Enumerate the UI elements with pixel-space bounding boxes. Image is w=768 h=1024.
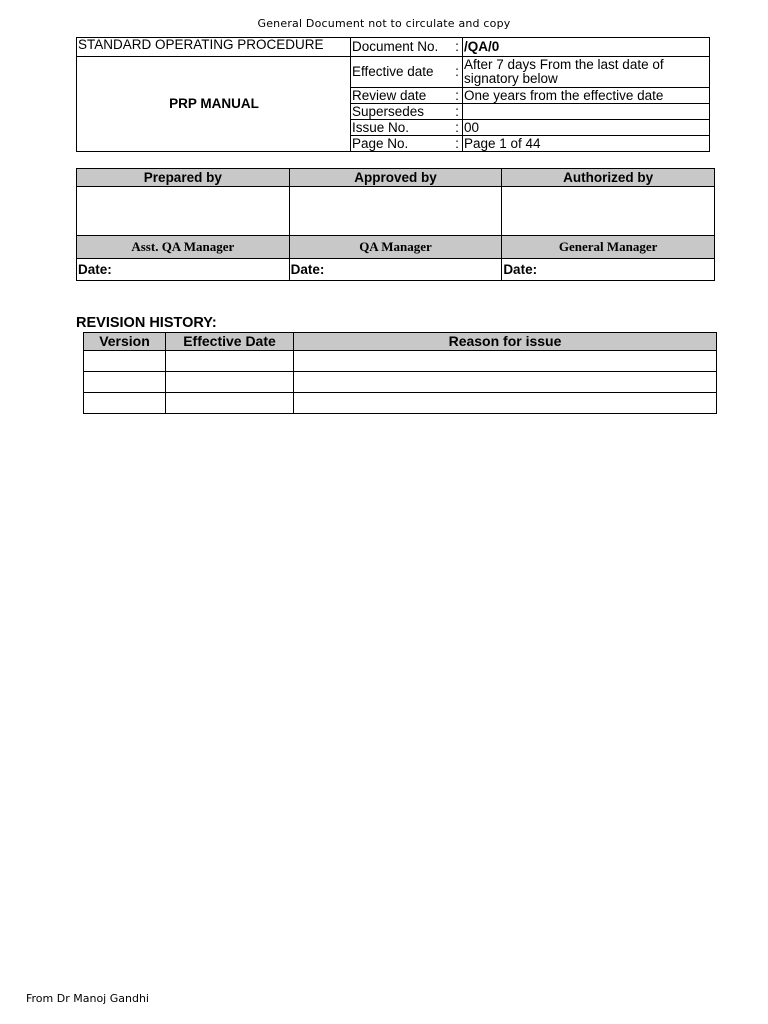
document-no-label: Document No. [351, 38, 453, 57]
approved-by-date: Date: [289, 259, 502, 281]
authorized-by-header: Authorized by [502, 169, 715, 187]
approved-by-role: QA Manager [289, 236, 502, 259]
issue-no-value: 00 [463, 120, 710, 136]
colon: : [452, 38, 463, 57]
table-row [84, 372, 717, 393]
revision-history-table [83, 332, 717, 414]
colon: : [452, 120, 463, 136]
document-no-value: /QA/0 [463, 38, 710, 57]
reason-cell [294, 372, 717, 393]
prepared-by-date: Date: [77, 259, 290, 281]
table-row [84, 393, 717, 414]
revision-history-title: REVISION HISTORY: [76, 315, 217, 331]
effective-date-cell [166, 393, 294, 414]
colon: : [452, 136, 463, 152]
table-row [84, 351, 717, 372]
page-no-label: Page No. [351, 136, 453, 152]
prepared-by-role: Asst. QA Manager [77, 236, 290, 259]
version-cell [84, 372, 166, 393]
colon: : [452, 104, 463, 120]
sop-category: STANDARD OPERATING PROCEDURE [77, 38, 351, 57]
review-date-value: One years from the effective date [463, 88, 710, 104]
colon: : [452, 57, 463, 88]
authorized-by-signature-cell [502, 187, 715, 236]
authorized-by-role: General Manager [502, 236, 715, 259]
review-date-label: Review date [351, 88, 453, 104]
version-header: Version [84, 333, 166, 351]
effective-date-cell [166, 372, 294, 393]
effective-date-header: Effective Date [166, 333, 294, 351]
footer-note: From Dr Manoj Gandhi [26, 992, 149, 1005]
effective-date-value: After 7 days From the last date of signatory below [463, 57, 710, 88]
approved-by-header: Approved by [289, 169, 502, 187]
effective-date-label: Effective date [351, 57, 453, 88]
manual-title: PRP MANUAL [77, 57, 351, 152]
page-no-value: Page 1 of 44 [463, 136, 710, 152]
version-cell [84, 393, 166, 414]
version-cell [84, 351, 166, 372]
effective-date-cell [166, 351, 294, 372]
document-header-note: General Document not to circulate and copy [257, 17, 511, 30]
supersedes-value [463, 104, 710, 120]
approved-by-signature-cell [289, 187, 502, 236]
prepared-by-signature-cell [77, 187, 290, 236]
signature-table [76, 168, 715, 281]
reason-for-issue-header: Reason for issue [294, 333, 717, 351]
reason-cell [294, 351, 717, 372]
colon: : [452, 88, 463, 104]
reason-cell [294, 393, 717, 414]
issue-no-label: Issue No. [351, 120, 453, 136]
supersedes-label: Supersedes [351, 104, 453, 120]
sop-header-table [76, 37, 710, 152]
prepared-by-header: Prepared by [77, 169, 290, 187]
authorized-by-date: Date: [502, 259, 715, 281]
